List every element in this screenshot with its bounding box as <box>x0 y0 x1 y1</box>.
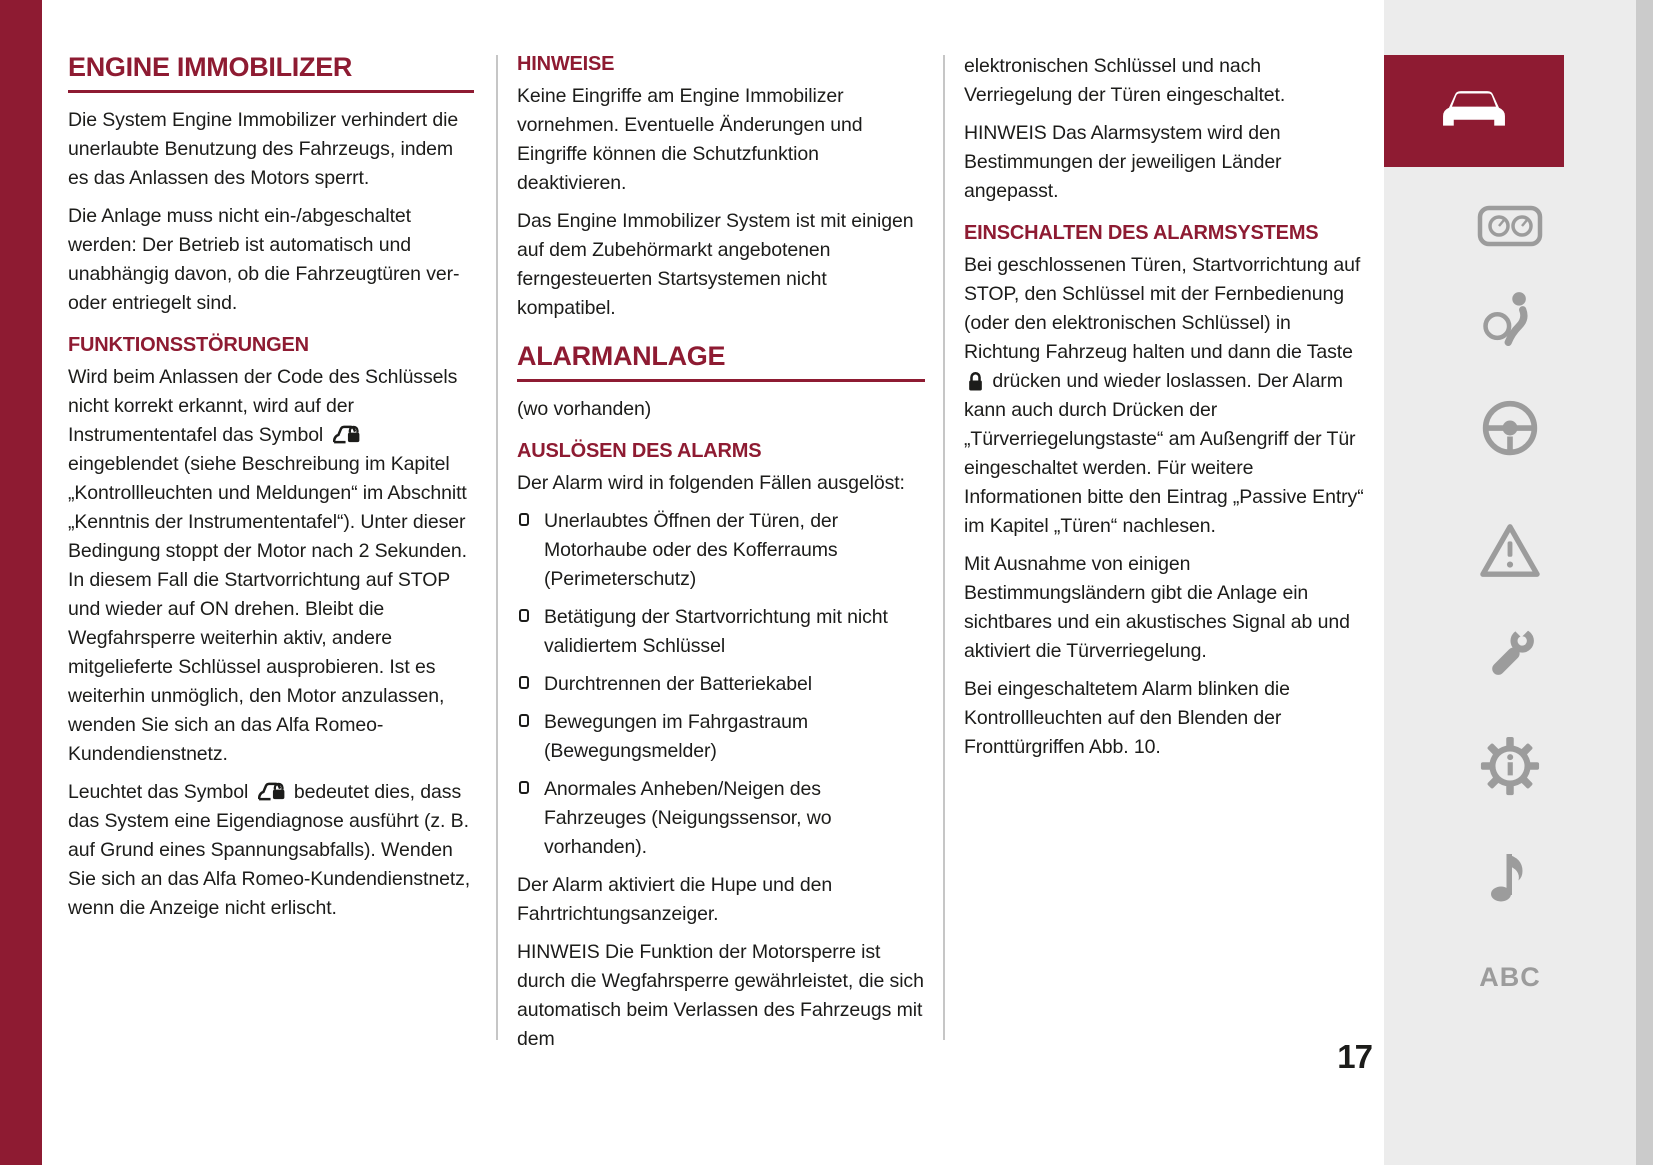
paragraph: Der Alarm aktiviert die Hupe und den Fahrtrichtungsanzeiger. <box>517 874 833 925</box>
sidebar-item-warning[interactable] <box>1384 522 1636 585</box>
gear-info-icon <box>1480 736 1540 801</box>
heading-rule <box>517 379 925 382</box>
paragraph: Leuchtet das Symbol bedeutet dies, dass das System eine Eigendiagnose ausführt (z. B. auf Grund eines Spannungsabfalls). Wenden Sie sich an das Alfa Romeo-Kundendienstnetz, wenn die Anzeige nicht erlischt. <box>68 781 471 919</box>
wrench-icon <box>1480 624 1540 689</box>
sidebar-item-technical-data[interactable] <box>1384 736 1636 801</box>
list-item: Durchtrennen der Batteriekabel <box>517 670 925 699</box>
sidebar-edge-strip <box>1636 0 1653 1165</box>
heading-rule <box>68 90 474 93</box>
page-number: 17 <box>1337 1038 1372 1075</box>
car-lock-symbol-icon <box>258 781 285 802</box>
sidebar-item-vehicle-active[interactable] <box>1384 55 1564 167</box>
column-middle <box>517 52 925 1063</box>
square-bullet-icon <box>519 676 529 689</box>
left-accent-strip <box>0 0 42 1165</box>
paragraph: HINWEIS Die Funktion der Motorsperre ist durch die Wegfahrsperre gewährleistet, die sich automatisch beim Verlassen des Fahrzeugs mit dem <box>517 941 924 1050</box>
paragraph: Der Alarm wird in folgenden Fällen ausgelöst: <box>517 472 905 494</box>
sidebar-item-index-abc[interactable]: ABC <box>1479 962 1541 992</box>
lock-icon <box>968 372 983 391</box>
warning-triangle-icon <box>1479 522 1541 585</box>
section-icon-sidebar <box>1384 0 1653 1165</box>
section-heading-engine-immobilizer: ENGINE IMMOBILIZER <box>68 52 353 82</box>
paragraph: (wo vorhanden) <box>517 398 652 420</box>
list-item: Bewegungen im Fahrgastraum (Bewegungsmelder) <box>517 708 925 766</box>
paragraph: Wird beim Anlassen der Code des Schlüssels nicht korrekt erkannt, wird auf der Instrumententafel das Symbol eingeblendet (siehe Beschreibung im Kapitel „Kontrollleuchten und Meldungen“ im Abschnitt „Kenntnis der Instrumententafel“). Unter dieser Bedingung stoppt der Motor nach 2 Sekunden. In diesem Fall die Startvorrichtung auf STOP und wieder auf ON drehen. Bleibt die Wegfahrsperre weiterhin aktiv, andere mitgelieferte Schlüssel ausprobieren. Ist es weiterhin unmöglich, den Motor anzulassen, wenden Sie sich an das Alfa Romeo-Kundendienstnetz. <box>68 366 467 765</box>
column-right <box>964 52 1370 771</box>
sidebar-item-instruments[interactable] <box>1384 204 1636 253</box>
sidebar-item-steering[interactable] <box>1384 398 1636 463</box>
subheading-ausloesen-des-alarms: AUSLÖSEN DES ALARMS <box>517 440 762 462</box>
paragraph: HINWEIS Das Alarmsystem wird den Bestimmungen der jeweiligen Länder angepasst. <box>964 122 1282 202</box>
dashboard-gauges-icon <box>1477 204 1543 253</box>
square-bullet-icon <box>519 781 529 794</box>
list-item: Betätigung der Startvorrichtung mit nicht validiertem Schlüssel <box>517 603 925 661</box>
car-lock-symbol-icon <box>333 424 360 445</box>
paragraph: Mit Ausnahme von einigen Bestimmungsländern gibt die Anlage ein sichtbares und ein akustisches Signal ab und aktiviert die Türverriegelung. <box>964 553 1350 662</box>
sidebar-item-safety[interactable] <box>1384 288 1636 351</box>
paragraph: Bei eingeschaltetem Alarm blinken die Kontrollleuchten auf den Blenden der Fronttürgriffen Abb. 10. <box>964 678 1290 758</box>
list-item: Unerlaubtes Öffnen der Türen, der Motorhaube oder des Kofferraums (Perimeterschutz) <box>517 507 925 594</box>
column-divider <box>943 55 945 1040</box>
airbag-person-icon <box>1481 288 1539 351</box>
paragraph: Das Engine Immobilizer System ist mit einigen auf dem Zubehörmarkt angebotenen ferngesteuerten Startsystemen nicht kompatibel. <box>517 210 914 319</box>
paragraph: Keine Eingriffe am Engine Immobilizer vornehmen. Eventuelle Änderungen und Eingriffe können die Schutzfunktion deaktivieren. <box>517 85 863 194</box>
paragraph: Die Anlage muss nicht ein-/abgeschaltet werden: Der Betrieb ist automatisch und unabhängig davon, ob die Fahrzeugtüren ver- oder entriegelt sind. <box>68 205 460 314</box>
paragraph: Die System Engine Immobilizer verhindert die unerlaubte Benutzung des Fahrzeugs, indem es das Anlassen des Motors sperrt. <box>68 109 459 189</box>
sidebar-item-maintenance[interactable] <box>1384 624 1636 689</box>
square-bullet-icon <box>519 714 529 727</box>
subheading-hinweise: HINWEISE <box>517 53 615 75</box>
square-bullet-icon <box>519 513 529 526</box>
column-left <box>68 52 474 932</box>
music-note-icon <box>1484 846 1536 909</box>
car-icon <box>1435 84 1513 139</box>
alarm-trigger-list <box>517 507 925 862</box>
steering-wheel-icon <box>1480 398 1540 463</box>
subheading-funktionsstoerungen: FUNKTIONSSTÖRUNGEN <box>68 334 309 356</box>
square-bullet-icon <box>519 609 529 622</box>
section-heading-alarmanlage: ALARMANLAGE <box>517 341 726 371</box>
paragraph: Bei geschlossenen Türen, Startvorrichtung auf STOP, den Schlüssel mit der Fernbedienung (oder den elektronischen Schlüssel) in Richtung Fahrzeug halten und dann die Taste drücken und wieder loslassen. Der Alarm kann auch durch Drücken der „Türverriegelungstaste“ am Außengriff der Tür eingeschaltet werden. Für weitere Informationen bitte den Eintrag „Passive Entry“ im Kapitel „Türen“ nachlesen. <box>964 254 1364 537</box>
column-divider <box>496 55 498 1040</box>
subheading-einschalten-des-alarmsystems: EINSCHALTEN DES ALARMSYSTEMS <box>964 222 1319 244</box>
paragraph: elektronischen Schlüssel und nach Verriegelung der Türen eingeschaltet. <box>964 55 1286 106</box>
list-item: Anormales Anheben/Neigen des Fahrzeuges (Neigungssensor, wo vorhanden). <box>517 775 925 862</box>
sidebar-item-multimedia[interactable] <box>1384 846 1636 909</box>
